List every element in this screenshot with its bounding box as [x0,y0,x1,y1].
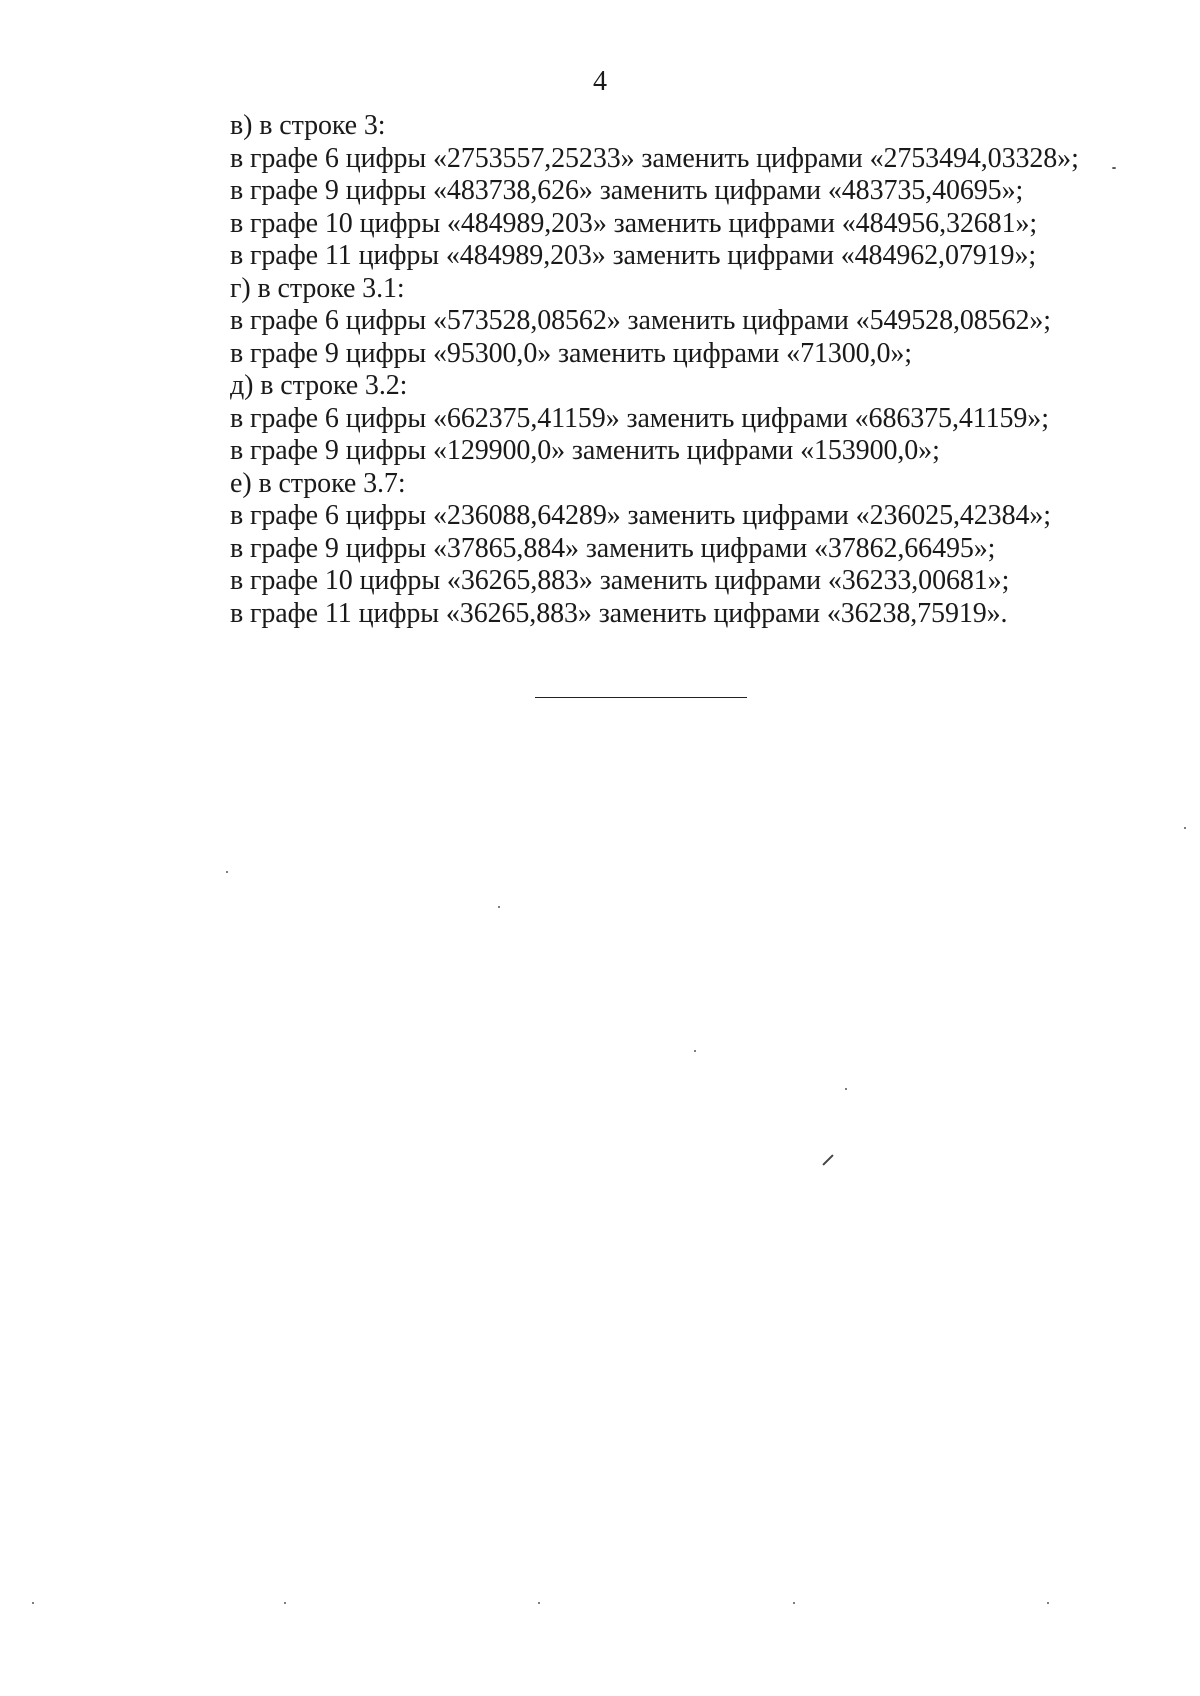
amendment-line: в графе 6 цифры «236088,64289» заменить цифрами «236025,42384»; [230,500,1051,531]
scan-speck [226,871,228,873]
scan-speck [284,1602,286,1604]
amendment-line: в графе 9 цифры «483738,626» заменить цифрами «483735,40695»; [230,175,1024,206]
scan-speck [32,1602,34,1604]
end-of-text-rule [535,697,747,698]
amendment-line: в графе 10 цифры «36265,883» заменить цифрами «36233,00681»; [230,565,1010,596]
amendment-line: в графе 11 цифры «36265,883» заменить цифрами «36238,75919». [230,597,1008,629]
amendment-line: в графе 6 цифры «573528,08562» заменить цифрами «549528,08562»; [230,305,1051,336]
amendment-line: в графе 9 цифры «129900,0» заменить цифрами «153900,0»; [230,435,940,466]
scan-mark [822,1154,833,1165]
scan-speck [498,906,500,908]
subsection-heading-e: е) в строке 3.7: [230,467,406,499]
amendment-line: в графе 6 цифры «662375,41159» заменить цифрами «686375,41159»; [230,402,1049,434]
scan-speck [538,1602,540,1604]
scan-speck [694,1050,696,1052]
subsection-heading-g: г) в строке 3.1: [230,272,405,304]
subsection-heading-v: в) в строке 3: [230,110,386,141]
amendments-list [230,110,1170,630]
subsection-heading-d: д) в строке 3.2: [230,370,408,401]
amendment-line: в графе 11 цифры «484989,203» заменить цифрами «484962,07919»; [230,240,1037,271]
amendment-line: в графе 6 цифры «2753557,25233» заменить цифрами «2753494,03328»; [230,142,1079,174]
amendment-line: в графе 10 цифры «484989,203» заменить цифрами «484956,32681»; [230,207,1038,239]
scan-speck [845,1088,847,1090]
scan-speck [1047,1602,1049,1604]
amendment-line: в графе 9 цифры «37865,884» заменить цифрами «37862,66495»; [230,532,996,564]
scan-speck [1184,827,1186,829]
scan-speck [793,1602,795,1604]
scan-speck [1112,167,1116,169]
page-number: 4 [593,66,607,97]
amendment-line: в графе 9 цифры «95300,0» заменить цифрами «71300,0»; [230,337,912,369]
